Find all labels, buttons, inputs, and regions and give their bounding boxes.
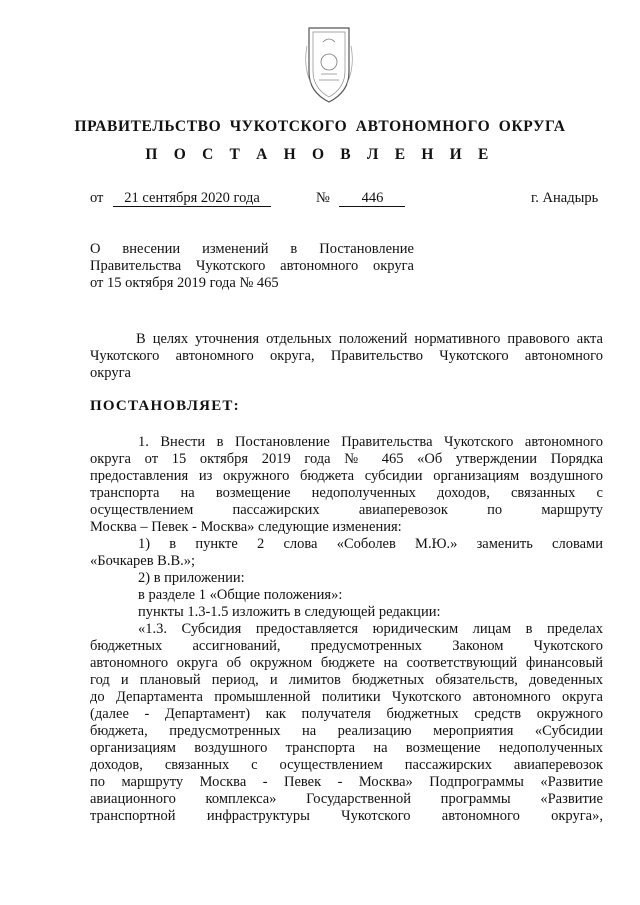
body-line: транспортной инфраструктуры Чукотского автономного округа», [90, 808, 603, 824]
body-line: организациям воздушного транспорта на возмещение недополученных [90, 740, 603, 756]
body-line: год и плановый период, и лимитов бюджетных обязательств, доведенных [90, 672, 603, 688]
number-sign: № [316, 190, 330, 206]
document-date: 21 сентября 2020 года [113, 190, 271, 207]
body-line: автономного округа об окружном бюджете на соответствующий финансовый [90, 655, 603, 671]
date-line [90, 190, 271, 207]
body-line: транспорта на возмещение недополученных доходов, связанных с [90, 485, 603, 501]
body-line: бюджетных ассигнований, предусмотренных Законом Чукотского [90, 638, 603, 654]
resolve-heading: ПОСТАНОВЛЯЕТ: [90, 398, 240, 414]
body-line: осуществлением пассажирских авиаперевозок по маршруту [90, 502, 603, 518]
subject-line: Правительства Чукотского автономного округа [90, 258, 414, 274]
body-line: бюджета, предусмотренных на реализацию мероприятия «Субсидии [90, 723, 603, 739]
body-line: «Бочкарев В.В.»; [90, 553, 196, 569]
body-line: 2) в приложении: [138, 570, 245, 586]
number-line [316, 190, 405, 207]
preamble-line: В целях уточнения отдельных положений нормативного правового акта [136, 331, 603, 347]
body-line: округа от 15 октября 2019 года № 465 «Об утверждении Порядка [90, 451, 603, 467]
document-type: П О С Т А Н О В Л Е Н И Е [145, 146, 495, 163]
organization-title: ПРАВИТЕЛЬСТВО ЧУКОТСКОГО АВТОНОМНОГО ОКРУГА [74, 118, 566, 135]
body-line: (далее - Департамент) как получателя бюджетных средств окружного [90, 706, 603, 722]
city: г. Анадырь [531, 190, 599, 206]
preamble-line: Чукотского автономного округа, Правительство Чукотского автономного [90, 348, 603, 364]
body-line: авиационного комплекса» Государственной программы «Развитие [90, 791, 603, 807]
body-line: «1.3. Субсидия предоставляется юридическим лицам в пределах [138, 621, 603, 637]
subject-line: О внесении изменений в Постановление [90, 241, 414, 257]
body-line: по маршруту Москва - Певек - Москва» Подпрограммы «Развитие [90, 774, 603, 790]
body-line: 1) в пункте 2 слова «Соболев М.Ю.» заменить словами [138, 536, 603, 552]
subject-line: от 15 октября 2019 года № 465 [90, 275, 279, 291]
body-line: Москва – Певек - Москва» следующие изменения: [90, 519, 402, 535]
document-number: 446 [339, 190, 405, 207]
coat-of-arms-icon [303, 22, 355, 106]
body-line: пункты 1.3-1.5 изложить в следующей редакции: [138, 604, 441, 620]
from-prefix: от [90, 190, 104, 206]
body-line: 1. Внести в Постановление Правительства Чукотского автономного [138, 434, 603, 450]
preamble-line: округа [90, 365, 131, 381]
body-line: до Департамента промышленной политики Чукотского автономного округа [90, 689, 603, 705]
body-line: в разделе 1 «Общие положения»: [138, 587, 343, 603]
body-line: доходов, связанных с осуществлением пассажирских авиаперевозок [90, 757, 603, 773]
body-line: предоставления из окружного бюджета субсидии организациям воздушного [90, 468, 603, 484]
